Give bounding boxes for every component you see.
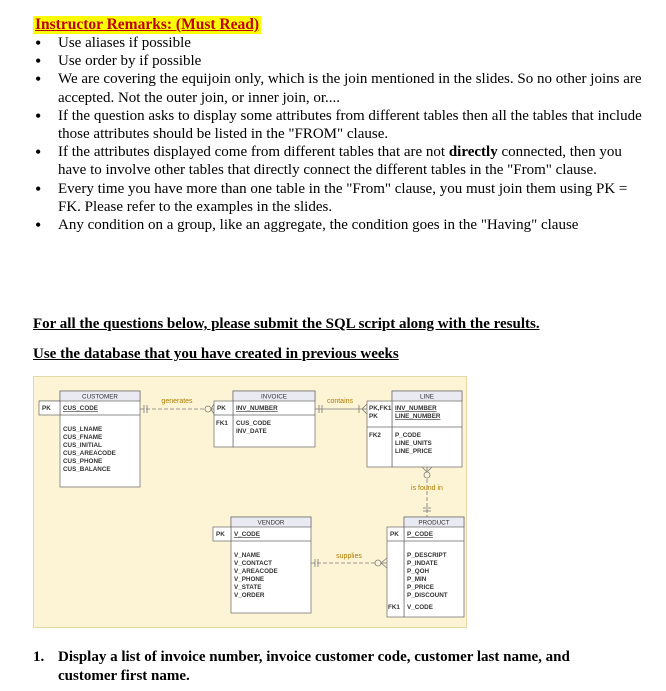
pk-field: INV_NUMBER	[395, 405, 437, 412]
pk-label: PK,FK1	[369, 405, 392, 412]
attribute: V_PHONE	[234, 576, 265, 583]
fk-label: FK1	[388, 604, 400, 611]
attribute: INV_DATE	[236, 428, 267, 435]
remark-item: • Use order by if possible	[33, 52, 645, 70]
question-text: Display a list of invoice number, invoice customer code, customer last name, and	[58, 649, 570, 665]
attribute: P_DISCOUNT	[407, 592, 448, 599]
relationship-label: contains	[326, 398, 354, 405]
remarks-list	[33, 34, 645, 234]
attribute: P_MIN	[407, 576, 427, 583]
attribute: V_AREACODE	[234, 568, 278, 575]
attribute: CUS_LNAME	[63, 426, 103, 433]
pk-field: INV_NUMBER	[236, 405, 278, 412]
pk-label: PK	[216, 531, 225, 538]
pk-field: V_CODE	[234, 531, 260, 538]
fk-label: FK1	[216, 420, 228, 427]
remark-item	[33, 143, 645, 179]
entity-title: INVOICE	[261, 393, 287, 401]
entity-title: PRODUCT	[418, 519, 450, 527]
attribute: CUS_INITIAL	[63, 442, 102, 449]
remark-item: • Every time you have more than one table in the "From" clause, you must join them using PK = FK. Please refer to the examples in the slides.	[33, 180, 645, 216]
entity-title: LINE	[420, 393, 434, 401]
attribute: CUS_FNAME	[63, 434, 103, 441]
remark-item: • We are covering the equijoin only, which is the join mentioned in the slides. So no other joins are accepted. Not the outer join, or inner join, or....	[33, 70, 645, 106]
er-diagram-canvas	[34, 377, 468, 629]
attribute: CUS_PHONE	[63, 458, 103, 465]
remark-item: • Any condition on a group, like an aggregate, the condition goes in the "Having" clause	[33, 216, 645, 234]
entity-vendor	[213, 517, 311, 613]
pk-label: PK	[42, 405, 51, 412]
remarks-title: Instructor Remarks: (Must Read)	[35, 16, 260, 33]
remark-item: • Use aliases if possible	[33, 34, 645, 52]
attribute: LINE_UNITS	[395, 440, 432, 447]
attribute: CUS_BALANCE	[63, 466, 111, 473]
relationship-label: is found in	[411, 485, 443, 492]
attribute: V_STATE	[234, 584, 262, 591]
relationship-label: generates	[161, 398, 193, 405]
pk-field: P_CODE	[407, 531, 433, 538]
attribute: LINE_PRICE	[395, 448, 433, 455]
entity-line	[367, 391, 462, 467]
entity-title: VENDOR	[257, 519, 285, 527]
pk-field: LINE_NUMBER	[395, 413, 441, 420]
attribute: P_INDATE	[407, 560, 438, 567]
entity-title: CUSTOMER	[82, 393, 118, 401]
database-instruction: Use the database that you have created in previous weeks	[33, 346, 399, 362]
attribute: CUS_AREACODE	[63, 450, 116, 457]
entity-product	[387, 517, 464, 617]
entity-customer	[39, 391, 140, 487]
attribute: V_ORDER	[234, 592, 265, 599]
remark-item: • If the question asks to display some attributes from different tables then all the tables that include those attributes should be listed in the "FROM" clause.	[33, 107, 645, 143]
entity-invoice	[214, 391, 315, 447]
attribute: V_NAME	[234, 552, 261, 559]
pk-label: PK	[369, 413, 378, 420]
remark-emphasis: directly	[448, 144, 498, 161]
question-number: 1.	[33, 649, 45, 665]
relationship-label: supplies	[336, 553, 362, 560]
pk-label: PK	[217, 405, 226, 412]
attribute: P_QOH	[407, 568, 430, 575]
question-1	[33, 648, 633, 686]
attribute: P_PRICE	[407, 584, 434, 591]
attribute: P_DESCRIPT	[407, 552, 447, 559]
relationship-is-found-in	[422, 467, 432, 517]
pk-label: PK	[390, 531, 399, 538]
pk-field: CUS_CODE	[63, 405, 98, 412]
attribute: P_CODE	[395, 432, 421, 439]
remark-text: If the attributes displayed come from different tables that are not	[58, 144, 449, 161]
attribute: V_CONTACT	[234, 560, 273, 567]
submission-instruction: For all the questions below, please submit the SQL script along with the results.	[33, 316, 540, 332]
attribute: V_CODE	[407, 604, 433, 611]
fk-label: FK2	[369, 432, 381, 439]
relationship-generates	[140, 404, 214, 414]
relationship-contains	[315, 404, 367, 414]
remark-text: connected, then you have to involve other tables that directly connect the different tables in the "From" clause.	[58, 144, 622, 179]
er-diagram	[33, 376, 467, 628]
attribute: CUS_CODE	[236, 420, 271, 427]
question-text: customer first name.	[58, 668, 190, 684]
